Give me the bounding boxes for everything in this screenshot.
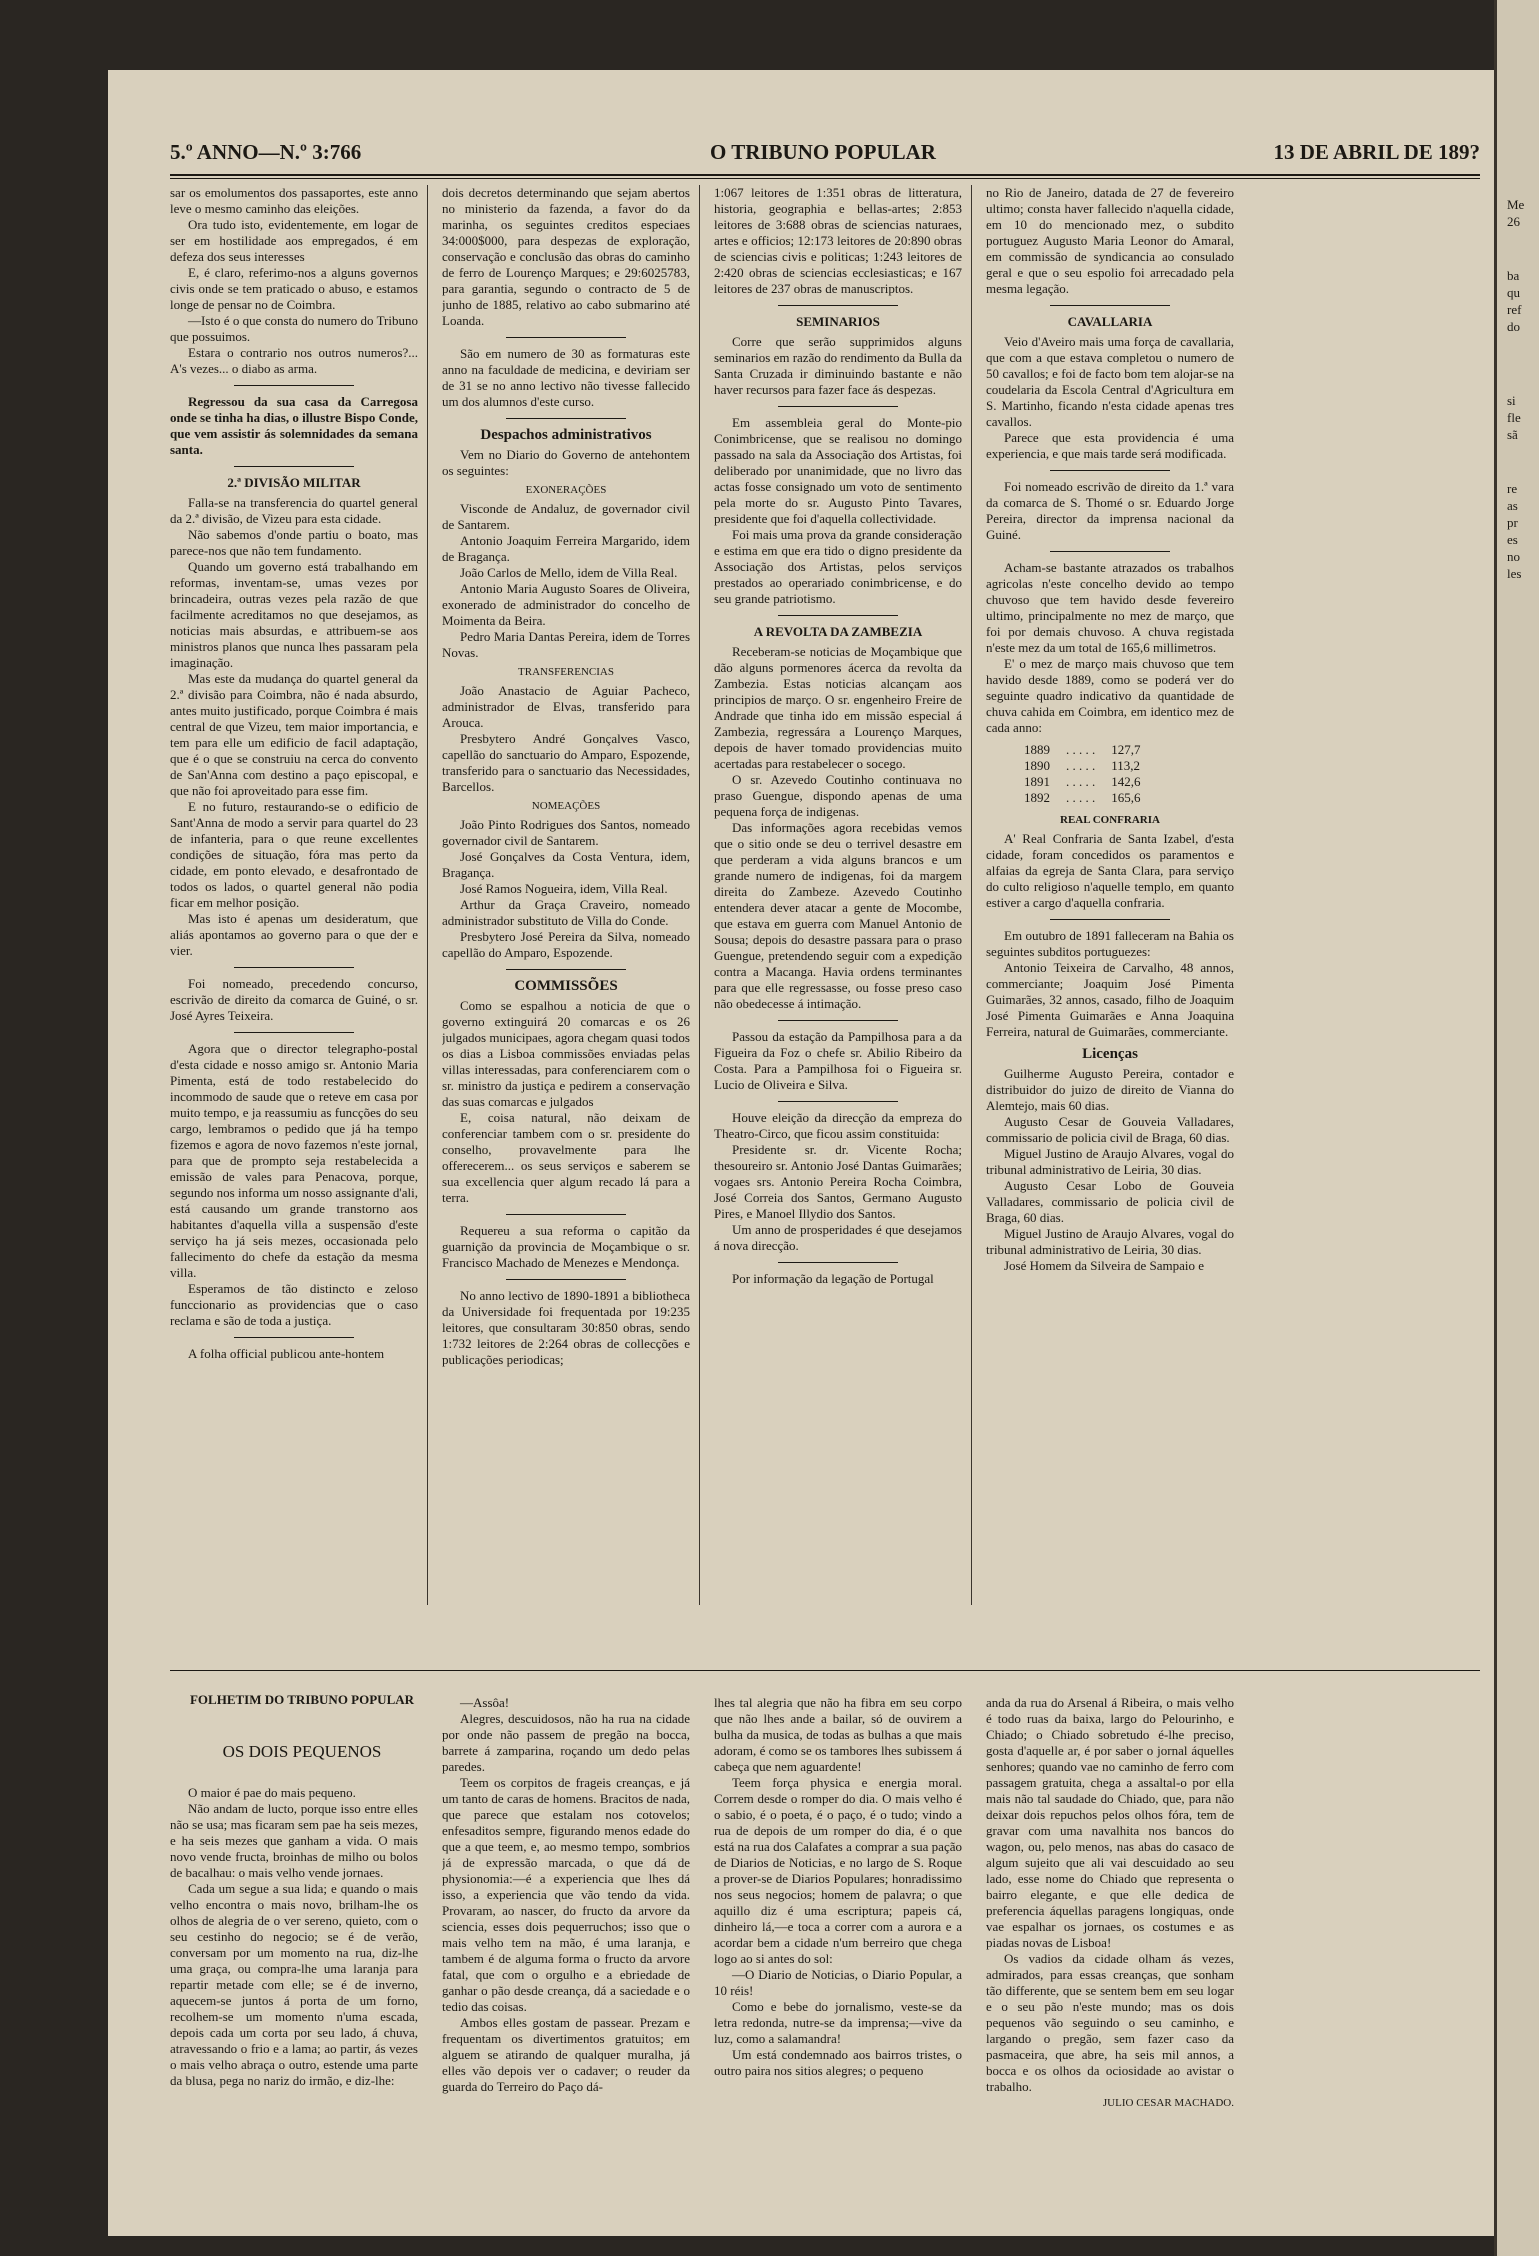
paragraph: São em numero de 30 as formaturas este anno na faculdade de medicina, e deviriam ser de 31 se no anno lectivo não tivesse fallecido um dos alumnos d'este curso. (442, 346, 690, 409)
column-divider (427, 185, 428, 1605)
table-cell: 1891 (1024, 774, 1050, 789)
folhetim-header: FOLHETIM DO TRIBUNO POPULAR (189, 1692, 415, 1707)
paragraph: Um anno de prosperidades é que desejamos á nova direcção. (714, 1222, 962, 1253)
strip-fragment: Me (1507, 197, 1525, 212)
strip-fragment: si (1507, 393, 1516, 408)
table-cell: . . . . . (1066, 758, 1096, 773)
paragraph: lhes tal alegria que não ha fibra em seu corpo que não lhes ande a bailar, só de ouvirem a bulha da musica, de todas as bulhas a que mais adoram, é como se os tambores lhes subissem á cabeça que nem aguardente! (714, 1695, 962, 1774)
paragraph: Foi mais uma prova da grande consideração e estima em que era tido o digno presidente da Associação dos Artistas, pelos serviços prestados ao operariado conimbricense, e do seu grande patriotismo. (714, 527, 962, 606)
paragraph: Um está condemnado aos bairros tristes, o outro paira nos sitios alegres; o pequeno (714, 2047, 962, 2078)
table-row (1016, 742, 1149, 758)
paragraph: Arthur da Graça Craveiro, nomeado administrador substituto de Villa do Conde. (442, 897, 690, 928)
paragraph: no Rio de Janeiro, datada de 27 de fevereiro ultimo; consta haver fallecido n'aquella cidade, em 10 do mencionado mez, o subdito portuguez Augusto Maria Leonor do Amaral, em commissão de syndicancia ao consulado geral e que o seu espolio foi arrecadado pela mesma legação. (986, 185, 1234, 296)
column-divider (971, 185, 972, 1605)
separator (234, 385, 354, 386)
paragraph: Falla-se na transferencia do quartel general da 2.ª divisão, de Vizeu para esta cidade. (170, 495, 418, 526)
paragraph: Como se espalhou a noticia de que o governo extinguirá 20 comarcas e os 26 julgados municipaes, agora chegam quasi todos os dias a Lisboa commissões enviadas pelas villas interessadas, para conferenciarem com o sr. ministro da justiça e pedirem a conservação das suas comarcas e julgados (442, 998, 690, 1109)
paragraph: Cada um segue a sua lida; e quando o mais velho encontra o mais novo, brilham-lhe os olhos de alegria de o ver sereno, quieto, com o seu cestinho do negocio; se é de verão, conversam por um momento na rua, diz-lhe uma graça, ou compra-lhe uma laranja para repartir metade com elle; se é de inverno, aquecem-se juntos á porta de um forno, recolhem-se um momento n'uma escada, depois cada um corta por seu lado, á chuva, atravessando o frio e a lama; ao partir, ás vezes o mais velho abraça o outro, estende uma parte da blusa, pega no nariz do irmão, e diz-lhe: (170, 1881, 418, 2088)
paragraph: A' Real Confraria de Santa Izabel, d'esta cidade, foram concedidos os paramentos e alfaias da egreja de Santa Clara, para serviço do culto religioso n'aquelle templo, em quanto estiver a cargo d'aquella confraria. (986, 831, 1234, 910)
table-cell: . . . . . (1066, 742, 1096, 757)
paragraph: Agora que o director telegrapho-postal d'esta cidade e nosso amigo sr. Antonio Maria Pimenta, está de todo restabelecido do incommodo de saude que o reteve em casa por muito tempo, e ja reassumiu as funcções do seu cargo, lembramos o pedido que já ha tempo fizemos e agora de novo fazemos n'este jornal, para que de prompto seja restabelecida a emissão de vales para Penacova, porque, segundo nos informa um nosso assignante d'ali, está causando um grande transtorno aos habitantes d'aquella villa a suspensão d'este serviço ha já seis mezes, occasionada pelo fallecimento do chefe da estação da mesma villa. (170, 1041, 418, 1280)
paragraph: E, coisa natural, não deixam de conferenciar tambem com o sr. presidente do conselho, provavelmente para lhe offerecerem... os seus serviços e saberem se sua excellencia quer algum recado lá para a terra. (442, 1110, 690, 1205)
strip-fragment: no (1507, 549, 1520, 564)
table-cell: 1889 (1024, 742, 1050, 757)
paragraph: João Anastacio de Aguiar Pacheco, administrador de Elvas, transferido para Arouca. (442, 683, 690, 730)
separator (778, 406, 898, 407)
separator (234, 466, 354, 467)
strip-fragment (1507, 230, 1539, 247)
strip-fragment: do (1507, 319, 1520, 334)
separator (778, 1101, 898, 1102)
separator (778, 615, 898, 616)
strip-fragment (1507, 443, 1539, 460)
folhetim-rule (170, 1670, 1480, 1671)
column-2 (442, 185, 690, 1655)
strip-fragment: fle (1507, 410, 1521, 425)
section-heading: A REVOLTA DA ZAMBEZIA (753, 624, 923, 639)
separator (506, 1279, 626, 1280)
section-heading: 2.ª DIVISÃO MILITAR (227, 475, 361, 490)
separator (778, 305, 898, 306)
section-heading: Despachos administrativos (480, 427, 652, 443)
table-row (1016, 790, 1149, 806)
paragraph: —Assôa! (460, 1695, 510, 1710)
strip-fragment: 26 (1507, 214, 1520, 229)
table-cell: 113,2 (1111, 758, 1141, 773)
paragraph: Houve eleição da direcção da empreza do Theatro-Circo, que ficou assim constituida: (714, 1110, 962, 1141)
section-heading: SEMINARIOS (796, 314, 880, 329)
paragraph: Corre que serão supprimidos alguns seminarios em razão do rendimento da Bulla da Santa Cruzada ir diminuindo bastante e não haver recursos para fazer face ás despezas. (714, 334, 962, 397)
paragraph: Foi nomeado escrivão de direito da 1.ª vara da comarca de S. Thomé o sr. Eduardo Jorge Pereira, director da imprensa nacional da Guiné. (986, 479, 1234, 542)
paragraph: Antonio Teixeira de Carvalho, 48 annos, commerciante; Joaquim José Pimenta Guimarães, 32 annos, casado, filho de Joaquim José Pimenta Guimarães e Anna Joaquina Ferreira, natural de Guimarães, commerciante. (986, 960, 1234, 1039)
separator (1050, 919, 1170, 920)
paragraph: Augusto Cesar Lobo de Gouveia Valladares, commissario de policia civil de Braga, 60 dias. (986, 1178, 1234, 1225)
strip-fragment: pr (1507, 515, 1518, 530)
paragraph: Miguel Justino de Araujo Alvares, vogal do tribunal administrativo de Leiria, 30 dias. (986, 1226, 1234, 1257)
subheading: TRANSFERENCIAS (518, 666, 614, 678)
section-heading: REAL CONFRARIA (1060, 814, 1160, 826)
folhetim-column-2 (442, 1695, 690, 2230)
separator (778, 1020, 898, 1021)
paragraph: Antonio Maria Augusto Soares de Oliveira, exonerado de administrador do concelho de Moimenta da Beira. (442, 581, 690, 628)
paragraph: João Pinto Rodrigues dos Santos, nomeado governador civil de Santarem. (442, 817, 690, 848)
paragraph: E no futuro, restaurando-se o edificio de Sant'Anna de modo a servir para quartel do 23 de infanteria, para o que reune excellentes condições de situação, fóra mas perto da cidade, em ponto elevado, e desafrontado de todos os lados, o quartel general não podia ficar em melhor posição. (170, 799, 418, 910)
paragraph: —Isto é o que consta do numero do Tribuno que possuimos. (170, 313, 418, 344)
paragraph: Os vadios da cidade olham ás vezes, admirados, para essas creanças, que sonham tão differente, que se sentem bem em seu logar e o seu pão n'este mundo; mas os dois pequenos vão seguindo o seu caminho, e largando o pregão, sem fazer caso da pasmaceira, que abre, ha seis mil annos, a bocca e os olhos da ociosidade ao avistar o trabalho. (986, 1951, 1234, 2094)
paragraph: anda da rua do Arsenal á Ribeira, o mais velho é todo ruas da baixa, largo do Pelourinho, e Chiado; o Chiado sobretudo é-lhe preciso, gosta d'aquelle ar, é por saber o jornal áquelles senhores; quando vae no caminho de ferro com passagem gratuita, chega a assaltal-o por ella mais não tal saudade do Chiado, que, para não deixar dois repuchos pelos olhos fóra, tem de gravar com uma navalhita nos bancos do wagon, ou, pelo menos, nas abas do casaco de algum sujeito que ali vai descuidado ao seu lado, esse nome do Chiado que representa o bairro elegante, e que elle dedica de preferencia áquellas paragens longiquas, onde vae espalhar os jornaes, os costumes e as piadas novas de Lisboa! (986, 1695, 1234, 1950)
paragraph: Presbytero José Pereira da Silva, nomeado capellão do Amparo, Espozende. (442, 929, 690, 960)
paragraph: Receberam-se noticias de Moçambique que dão alguns pormenores ácerca da revolta da Zambezia. Estas noticias alcançam aos principios de março. O sr. engenheiro Freire de Andrade que tinha ido em missão especial á Zambezia, regressára a Lourenço Marques, depois de haver tomado providencias muito acertadas para restabelecer o socego. (714, 644, 962, 771)
strip-fragment (1507, 335, 1539, 352)
separator (506, 1214, 626, 1215)
paragraph: Presbytero André Gonçalves Vasco, capellão do sanctuario do Amparo, Espozende, transferido para o sanctuario das Necessidades, Barcellos. (442, 731, 690, 794)
paragraph: Visconde de Andaluz, de governador civil de Santarem. (442, 501, 690, 532)
strip-fragment: ref (1507, 302, 1522, 317)
separator (1050, 470, 1170, 471)
paragraph: Não sabemos d'onde partiu o boato, mas parece-nos que não tem fundamento. (170, 527, 418, 558)
strip-fragment: ba (1507, 268, 1520, 283)
table-cell: 1890 (1024, 758, 1050, 773)
paragraph: Passou da estação da Pampilhosa para a da Figueira da Foz o chefe sr. Abilio Ribeiro da Costa. Para a Pampilhosa foi o Figueira sr. Lucio de Oliveira e Silva. (714, 1029, 962, 1092)
paragraph: Teem os corpitos de frageis creanças, e já um tanto de caras de homens. Bracitos de nada, que parece que estalam nos cotovelos; enfesaditos sempre, figurando menos edade do que a que teem, e, ao mesmo tempo, sombrios já de expressão marcada, o que dá de physionomia:—é a experiencia que lhes dá isso, a experiencia que vão tendo da vida. Provaram, ao nascer, do fructo da arvore da sciencia, esses dois pequerruchos; isso que o mais velho tem na mão, é uma laranja, e tambem é de alguma forma o fructo da arvore fatal, que com o orgulho e a ebriedade de ganhar o pão desde creança, dá a saciedade e o tedio das coisas. (442, 1775, 690, 2014)
paragraph: Ambos elles gostam de passear. Prezam e frequentam os divertimentos gratuitos; em alguem se atirando de qualquer muralha, já elles vão depois ver o cadaver; o reuder da guarda do Terreiro do Paço dá- (442, 2015, 690, 2094)
paragraph: Mas este da mudança do quartel general da 2.ª divisão para Coimbra, não é nada absurdo, antes muito justificado, porque Coimbra é mais central de que Vizeu, tem maior importancia, e tem para elle um edificio de facil adaptação, que é o que se construiu na cerca do convento de San'Anna com destino a paço episcopal, e que não foi aproveitado para esse fim. (170, 671, 418, 798)
folhetim-column-1 (170, 1785, 418, 2230)
table-cell: 142,6 (1111, 774, 1141, 789)
paragraph: Em assembleia geral do Monte-pio Conimbricense, que se realisou no domingo passado na sala da Associação dos Artistas, foi deliberado por unanimidade, que no livro das actas fosse consignado um voto de sentimento pela morte do sr. Augusto Pinto Tavares, presidente que foi d'aquella collectividade. (714, 415, 962, 526)
strip-fragment: les (1507, 566, 1522, 581)
strip-fragment: sã (1507, 427, 1518, 442)
separator (506, 337, 626, 338)
separator (1050, 551, 1170, 552)
paragraph: 1:067 leitores de 1:351 obras de litteratura, historia, geographia e bellas-artes; 2:853 leitores de 3:688 obras de sciencias naturaes, artes e officios; 12:173 leitores de 20:890 obras de sciencias civis e politicas; 1:243 leitores de 2:420 obras de sciencias ecclesiasticas; e 167 leitores de 237 obras de manuscriptos. (714, 185, 962, 296)
column-1 (170, 185, 418, 1655)
paragraph: João Carlos de Mello, idem de Villa Real. (460, 565, 678, 580)
separator (778, 1262, 898, 1263)
paragraph: Acham-se bastante atrazados os trabalhos agricolas n'este concelho devido ao tempo chuvoso que tem havido desde fevereiro ultimo, principalmente no mez de março, que foi por demais chuvoso. A chuva registada n'este mez da um total de 165,6 millimetros. (986, 560, 1234, 655)
column-divider (699, 185, 700, 1605)
paragraph: Das informações agora recebidas vemos que o sitio onde se deu o terrivel desastre em que perderam a vida alguns brancos e um grande numero de indigenas, foi da margem direita do Zambeze. Azevedo Coutinho entendera dever atacar a gente de Mocombe, que estava em guerra com Manuel Antonio de Sousa; depois do desastre passara para o praso Guengue, pretendendo seguir com a expedição contra a Macanga. Havia ordens terminantes para que elle regressasse, ou fosse preso caso não obedecesse á intimação. (714, 820, 962, 1011)
subheading: NOMEAÇÕES (531, 800, 601, 812)
adjacent-page-edge (1494, 0, 1539, 2256)
paragraph: No anno lectivo de 1890-1891 a bibliotheca da Universidade foi frequentada por 19:235 leitores, que consultaram 30:850 obras, sendo 1:732 leitores de 2:264 obras de collecções e publicações periodicas; (442, 1288, 690, 1367)
paragraph: E, é claro, referimo-nos a alguns governos civis onde se tem praticado o abuso, e estamos longe de pensar no de Coimbra. (170, 265, 418, 312)
table-row (1016, 774, 1149, 790)
header-rule-thin (170, 178, 1480, 179)
paragraph: Parece que esta providencia é uma experiencia, e que mais tarde será modificada. (986, 430, 1234, 461)
paragraph: O sr. Azevedo Coutinho continuava no praso Guengue, dispondo apenas de uma pequena força de indigenas. (714, 772, 962, 819)
paragraph: E' o mez de março mais chuvoso que tem havido desde 1889, como se poderá ver do seguinte quadro indicativo da quantidade de chuva cahida em Coimbra, em identico mez de cada anno: (986, 656, 1234, 735)
paragraph: Augusto Cesar de Gouveia Valladares, commissario de policia civil de Braga, 60 dias. (986, 1114, 1234, 1145)
paragraph: —O Diario de Noticias, o Diario Popular, a 10 réis! (714, 1967, 962, 1998)
section-heading: CAVALLARIA (1067, 314, 1153, 329)
adjacent-page-fragments (1497, 0, 1539, 582)
paragraph: Antonio Joaquim Ferreira Margarido, idem de Bragança. (442, 533, 690, 564)
paragraph: Alegres, descuidosos, não ha rua na cidade por onde não passem de pregão na bocca, barrete á zamparina, roçando um dedo pelas paredes. (442, 1711, 690, 1774)
paragraph: sar os emolumentos dos passaportes, este anno leve o mesmo caminho das eleições. (170, 185, 418, 216)
separator (1050, 305, 1170, 306)
paragraph: José Homem da Silveira de Sampaio e (1004, 1258, 1205, 1273)
paragraph: Veio d'Aveiro mais uma força de cavallaria, que com a que estava completou o numero de 50 cavallos; e foi de facto bom tem alojar-se na coudelaria da Escola Central d'Agricultura em S. Martinho, ficando n'esta cidade apenas tres cavallos. (986, 334, 1234, 429)
section-heading: COMMISSÕES (514, 978, 618, 994)
paragraph: Quando um governo está trabalhando em reformas, inventam-se, umas vezes por brincadeira, outras vezes pela razão de que facilmente acreditamos no que desejamos, as noticias mais absurdas, e attribuem-se aos ministros planos que nunca lhes passaram pela imaginação. (170, 559, 418, 670)
paragraph: Mas isto é apenas um desideratum, que aliás apontamos ao governo para o que der e vier. (170, 911, 418, 958)
separator (234, 1337, 354, 1338)
strip-fragment: qu (1507, 285, 1520, 300)
paragraph: dois decretos determinando que sejam abertos no ministerio da fazenda, a favor do da marinha, os seguintes creditos especiaes 34:000$000, para despezas de exploração, conservação e conclusão das obras do caminho de ferro de Lourenço Marques; e 29:6025783, para garantia, segundo o contracto de 5 de junho de 1885, relativo ao cabo submarino até Loanda. (442, 185, 690, 328)
author-signature: JULIO CESAR MACHADO. (1102, 2097, 1234, 2109)
strip-fragment: re (1507, 481, 1518, 496)
column-3 (714, 185, 962, 1655)
folhetim-column-3 (714, 1695, 962, 2230)
paragraph: Guilherme Augusto Pereira, contador e distribuidor do juizo de direito de Vianna do Alemtejo, mais 60 dias. (986, 1066, 1234, 1113)
newspaper-title: O TRIBUNO POPULAR (710, 140, 936, 164)
paragraph: Como e bebe do jornalismo, veste-se da letra redonda, nutre-se da imprensa;—vive da luz, como a salamandra! (714, 1999, 962, 2046)
strip-fragment: es (1507, 532, 1518, 547)
masthead (170, 140, 1480, 170)
paragraph: Presidente sr. dr. Vicente Rocha; thesoureiro sr. Antonio José Dantas Guimarães; vogaes srs. Antonio Pereira Rocha Coimbra, José Correia dos Santos, Germano Augusto Pires, e Manoel Illydio dos Santos. (714, 1142, 962, 1221)
paragraph: José Ramos Nogueira, idem, Villa Real. (460, 881, 668, 896)
paragraph: Estara o contrario nos outros numeros?... A's vezes... o diabo as arma. (170, 345, 418, 376)
paragraph: Regressou da sua casa da Carregosa onde se tinha ha dias, o illustre Bispo Conde, que vem assistir ás solemnidades da semana santa. (170, 394, 418, 457)
rainfall-table (1016, 742, 1149, 806)
paragraph: Requereu a sua reforma o capitão da guarnição da provincia de Moçambique o sr. Francisco Machado de Menezes e Mendonça. (442, 1223, 690, 1270)
subheading: EXONERAÇÕES (525, 484, 607, 496)
separator (234, 967, 354, 968)
separator (234, 1032, 354, 1033)
strip-fragment: as (1507, 498, 1518, 513)
folhetim-title: OS DOIS PEQUENOS (222, 1742, 382, 1761)
table-cell: 165,6 (1111, 790, 1141, 805)
paragraph: Pedro Maria Dantas Pereira, idem de Torres Novas. (442, 629, 690, 660)
paragraph: Esperamos de tão distincto e zeloso funccionario as providencias que o caso reclama e são de toda a justiça. (170, 1281, 418, 1328)
newspaper-page (108, 70, 1494, 2236)
folhetim-column-4 (986, 1695, 1234, 2230)
table-cell: . . . . . (1066, 790, 1096, 805)
paragraph: Foi nomeado, precedendo concurso, escrivão de direito da comarca de Guiné, o sr. José Ayres Teixeira. (170, 976, 418, 1023)
column-4 (986, 185, 1234, 1655)
table-cell: . . . . . (1066, 774, 1096, 789)
paragraph: Em outubro de 1891 falleceram na Bahia os seguintes subditos portuguezes: (986, 928, 1234, 959)
paragraph: Ora tudo isto, evidentemente, em logar de ser em hostilidade aos empregados, é em defeza dos seus interesses (170, 217, 418, 264)
paragraph: Por informação da legação de Portugal (732, 1271, 934, 1286)
issue-date: 13 DE ABRIL DE 189? (1273, 140, 1480, 164)
issue-number: 5.º ANNO—N.º 3:766 (170, 140, 362, 164)
table-row (1016, 758, 1149, 774)
paragraph: Vem no Diario do Governo de antehontem os seguintes: (442, 447, 690, 478)
section-heading: Licenças (1082, 1046, 1138, 1062)
paragraph: A folha official publicou ante-hontem (188, 1346, 385, 1361)
table-cell: 127,7 (1111, 742, 1141, 757)
paragraph: José Gonçalves da Costa Ventura, idem, Bragança. (442, 849, 690, 880)
separator (506, 969, 626, 970)
paragraph: O maior é pae do mais pequeno. (188, 1785, 356, 1800)
table-cell: 1892 (1024, 790, 1050, 805)
paragraph: Teem força physica e energia moral. Correm desde o romper do dia. O mais velho é o sabio, é o poeta, é o paço, é o tudo; vindo a rua de depois de um romper do dia, é o que está na rua dos Calafates a comprar a sua pação de Diarios de Noticias, e no largo de S. Roque a prover-se de Diarios Populares; honradissimo nos seus negocios; homem de palavra; o que aquillo diz é uma escriptura; papeis cá, dinheiro lá,—e toca a correr com a aurora e a acordar bem a cidade n'um berreiro que chega logo ao si antes do sol: (714, 1775, 962, 1966)
paragraph: Miguel Justino de Araujo Alvares, vogal do tribunal administrativo de Leiria, 30 dias. (986, 1146, 1234, 1177)
header-rule (170, 174, 1480, 176)
paragraph: Não andam de lucto, porque isso entre elles não se usa; mas ficaram sem pae ha seis mezes, e ha seis mezes que ganham a vida. O mais novo vende fructa, broinhas de milho ou bolos de bacalhau: o mais velho vende jornaes. (170, 1801, 418, 1880)
separator (506, 418, 626, 419)
